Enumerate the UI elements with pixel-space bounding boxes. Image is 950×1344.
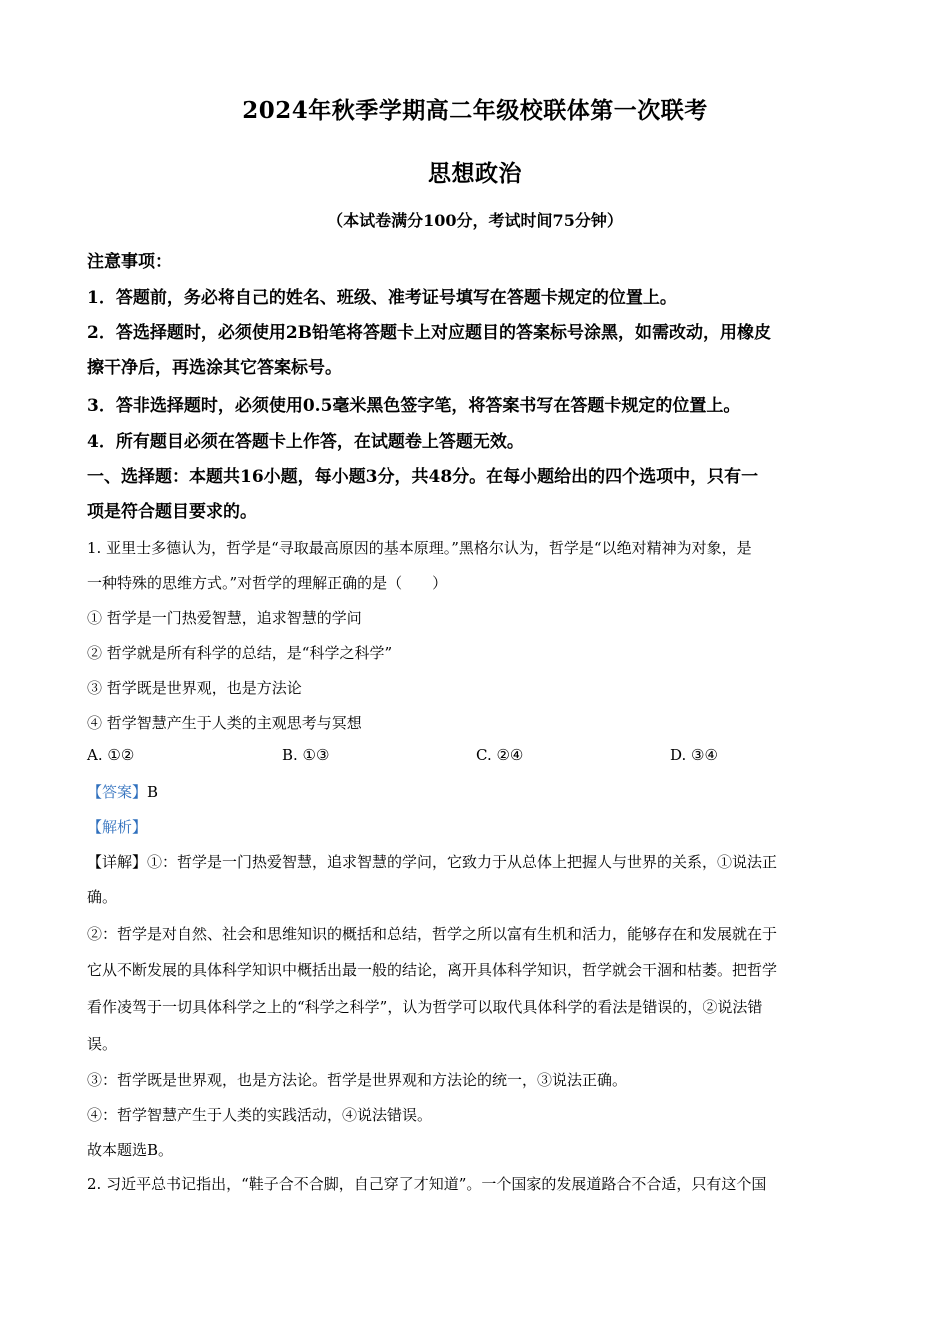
q1-detail-3: ③：哲学既是世界观，也是方法论。哲学是世界观和方法论的统一，③说法正确。	[87, 1071, 628, 1089]
q2-stem-line-1: 2. 习近平总书记指出，“鞋子合不合脚，自己穿了才知道”。一个国家的发展道路合不合适，只有这个国	[87, 1175, 767, 1193]
q1-detail-1-line-1: 【详解】①：哲学是一门热爱智慧，追求智慧的学问，它致力于从总体上把握人与世界的关系，①说法正	[87, 853, 778, 871]
q1-detail-2-line-4: 误。	[87, 1035, 118, 1053]
q1-detail-2-line-2: 它从不断发展的具体科学知识中概括出最一般的结论，离开具体科学知识，哲学就会干涸和枯萎。把哲学	[87, 961, 778, 979]
q1-statement-4: ④ 哲学智慧产生于人类的主观思考与冥想	[87, 714, 362, 732]
notes-heading: 注意事项：	[87, 252, 172, 272]
q1-option-d: D. ③④	[670, 746, 718, 764]
answer-value: B	[147, 783, 159, 801]
q1-option-c: C. ②④	[476, 746, 524, 764]
q1-detail-4: ④：哲学智慧产生于人类的实践活动，④说法错误。	[87, 1106, 433, 1124]
note-3: 3．答非选择题时，必须使用0.5毫米黑色签字笔，将答案书写在答题卡规定的位置上。	[87, 396, 741, 416]
q1-detail-1-line-2: 确。	[87, 888, 118, 906]
exam-title: 2024年秋季学期高二年级校联体第一次联考	[242, 97, 708, 124]
note-2-line-2: 擦干净后，再选涂其它答案标号。	[87, 358, 342, 378]
analysis-tag: 【解析】	[87, 818, 148, 836]
q1-stem-line-2: 一种特殊的思维方式。”对哲学的理解正确的是（ ）	[87, 574, 448, 592]
section-heading-line-2: 项是符合题目要求的。	[87, 502, 257, 522]
q1-option-a: A. ①②	[87, 746, 135, 764]
note-2-line-1: 2．答选择题时，必须使用2B铅笔将答题卡上对应题目的答案标号涂黑，如需改动，用橡皮	[87, 323, 772, 343]
section-heading-line-1: 一、选择题：本题共16小题，每小题3分，共48分。在每小题给出的四个选项中，只有一	[87, 467, 759, 487]
q1-detail-2-line-1: ②：哲学是对自然、社会和思维知识的概括和总结，哲学之所以富有生机和活力，能够存在和发展就在于	[87, 925, 778, 943]
q1-statement-2: ② 哲学就是所有科学的总结，是“科学之科学”	[87, 644, 393, 662]
note-1: 1．答题前，务必将自己的姓名、班级、准考证号填写在答题卡规定的位置上。	[87, 288, 677, 308]
q1-statement-3: ③ 哲学既是世界观，也是方法论	[87, 679, 302, 697]
q1-option-b: B. ①③	[282, 746, 330, 764]
subject-title: 思想政治	[428, 160, 522, 187]
answer-tag: 【答案】	[87, 783, 148, 801]
q1-detail-2-line-3: 看作凌驾于一切具体科学之上的“科学之科学”，认为哲学可以取代具体科学的看法是错误的，②说法错	[87, 998, 763, 1016]
q1-stem-line-1: 1. 亚里士多德认为，哲学是“寻取最高原因的基本原理。”黑格尔认为，哲学是“以绝对精神为对象，是	[87, 539, 752, 557]
exam-info: （本试卷满分100分，考试时间75分钟）	[327, 211, 623, 230]
q1-answer	[87, 781, 158, 802]
q1-conclusion: 故本题选B。	[87, 1141, 174, 1159]
note-4: 4．所有题目必须在答题卡上作答，在试题卷上答题无效。	[87, 432, 524, 452]
q1-statement-1: ① 哲学是一门热爱智慧，追求智慧的学问	[87, 609, 362, 627]
